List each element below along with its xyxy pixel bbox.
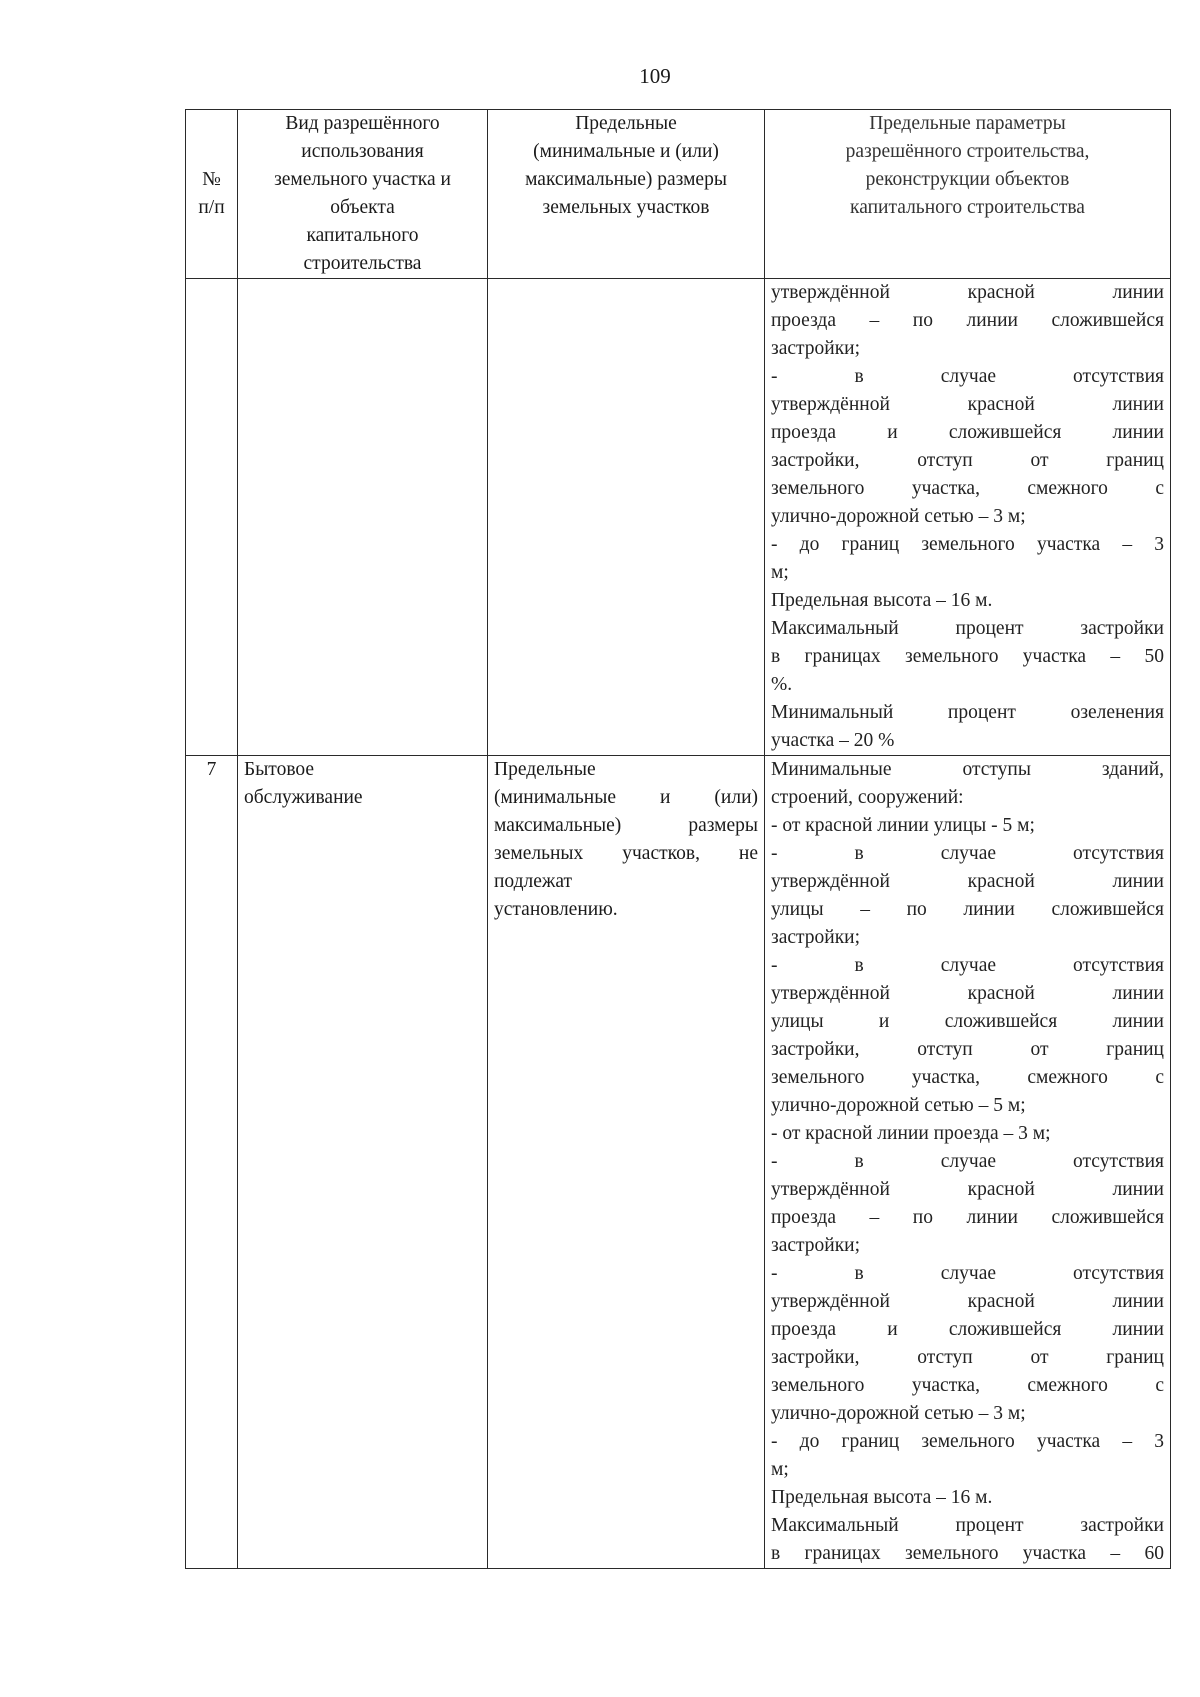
header-line: реконструкции объектов bbox=[865, 169, 1070, 190]
params-line: застройки; bbox=[771, 927, 861, 948]
header-number bbox=[186, 110, 238, 279]
header-line: Предельные параметры bbox=[869, 113, 1066, 134]
params-line: застройки, отступ от границ bbox=[771, 450, 1164, 471]
params-line: м; bbox=[771, 562, 789, 583]
params-line: земельного участка, смежного с bbox=[771, 1375, 1164, 1396]
header-line: объекта bbox=[330, 197, 395, 218]
params-line: Максимальный процент застройки bbox=[771, 618, 1164, 639]
use-type-cell bbox=[238, 279, 488, 756]
use-type-line: обслуживание bbox=[244, 787, 363, 808]
plot-sizes-line: подлежат bbox=[494, 871, 573, 892]
params-line: м; bbox=[771, 1459, 789, 1480]
params-line: - до границ земельного участка – 3 bbox=[771, 1431, 1164, 1452]
params-line: утверждённой красной линии bbox=[771, 983, 1164, 1004]
header-params bbox=[765, 110, 1171, 279]
plot-sizes-cell bbox=[488, 756, 765, 1569]
params-line: утверждённой красной линии bbox=[771, 282, 1164, 303]
params-line: - от красной линии улицы - 5 м; bbox=[771, 815, 1035, 836]
plot-sizes-cell bbox=[488, 279, 765, 756]
table-row-7 bbox=[186, 756, 1171, 1569]
table-header-row bbox=[186, 110, 1171, 279]
params-line: - в случае отсутствия bbox=[771, 1263, 1164, 1284]
plot-sizes-line: земельных участков, не bbox=[494, 843, 758, 864]
use-type-line: Бытовое bbox=[244, 759, 315, 780]
header-line: капитального строительства bbox=[850, 197, 1085, 218]
params-line: в границах земельного участка – 50 bbox=[771, 646, 1164, 667]
params-line: - в случае отсутствия bbox=[771, 843, 1164, 864]
params-cell bbox=[765, 756, 1171, 1569]
params-line: застройки, отступ от границ bbox=[771, 1347, 1164, 1368]
row-number-cell: 7 bbox=[186, 756, 238, 1569]
header-line: максимальные) размеры bbox=[525, 169, 727, 190]
params-line: улично-дорожной сетью – 5 м; bbox=[771, 1095, 1026, 1116]
page-number: 109 bbox=[639, 64, 671, 88]
params-line: утверждённой красной линии bbox=[771, 871, 1164, 892]
plot-sizes-line: установлению. bbox=[494, 899, 618, 920]
zoning-table bbox=[185, 109, 1171, 1569]
params-line: улично-дорожной сетью – 3 м; bbox=[771, 506, 1026, 527]
plot-sizes-line: максимальные) размеры bbox=[494, 815, 758, 836]
params-line: Максимальный процент застройки bbox=[771, 1515, 1164, 1536]
params-line: земельного участка, смежного с bbox=[771, 478, 1164, 499]
header-line: капитального bbox=[306, 225, 419, 246]
use-type-cell bbox=[238, 756, 488, 1569]
row-number-cell bbox=[186, 279, 238, 756]
params-line: Предельная высота – 16 м. bbox=[771, 590, 993, 611]
table-row-continuation bbox=[186, 279, 1171, 756]
params-line: земельного участка, смежного с bbox=[771, 1067, 1164, 1088]
params-line: проезда – по линии сложившейся bbox=[771, 1207, 1164, 1228]
header-line: Вид разрешённого bbox=[285, 113, 440, 134]
params-line: - в случае отсутствия bbox=[771, 955, 1164, 976]
params-cell bbox=[765, 279, 1171, 756]
header-line: № bbox=[202, 169, 221, 190]
params-line: застройки, отступ от границ bbox=[771, 1039, 1164, 1060]
params-line: %. bbox=[771, 674, 793, 695]
params-line: - в случае отсутствия bbox=[771, 366, 1164, 387]
params-line: улично-дорожной сетью – 3 м; bbox=[771, 1403, 1026, 1424]
params-line: - от красной линии проезда – 3 м; bbox=[771, 1123, 1051, 1144]
header-line: строительства bbox=[303, 253, 422, 274]
header-plot-sizes bbox=[488, 110, 765, 279]
params-line: Предельная высота – 16 м. bbox=[771, 1487, 993, 1508]
params-line: улицы – по линии сложившейся bbox=[771, 899, 1164, 920]
plot-sizes-line: Предельные bbox=[494, 759, 596, 780]
params-line: проезда – по линии сложившейся bbox=[771, 310, 1164, 331]
params-line: участка – 20 % bbox=[771, 730, 895, 751]
params-line: Минимальный процент озеленения bbox=[771, 702, 1164, 723]
header-line: п/п bbox=[198, 197, 225, 218]
params-line: - до границ земельного участка – 3 bbox=[771, 534, 1164, 555]
params-line: в границах земельного участка – 60 bbox=[771, 1543, 1164, 1564]
header-use-type bbox=[238, 110, 488, 279]
params-line: застройки; bbox=[771, 338, 861, 359]
header-line: разрешённого строительства, bbox=[845, 141, 1090, 162]
params-line: застройки; bbox=[771, 1235, 861, 1256]
plot-sizes-line: (минимальные и (или) bbox=[494, 787, 758, 808]
params-line: - в случае отсутствия bbox=[771, 1151, 1164, 1172]
params-line: утверждённой красной линии bbox=[771, 394, 1164, 415]
params-line: проезда и сложившейся линии bbox=[771, 1319, 1164, 1340]
header-line: земельного участка и bbox=[274, 169, 451, 190]
params-line: проезда и сложившейся линии bbox=[771, 422, 1164, 443]
params-line: утверждённой красной линии bbox=[771, 1291, 1164, 1312]
params-line: утверждённой красной линии bbox=[771, 1179, 1164, 1200]
header-line: земельных участков bbox=[542, 197, 710, 218]
header-line: использования bbox=[301, 141, 424, 162]
params-line: строений, сооружений: bbox=[771, 787, 964, 808]
params-line: улицы и сложившейся линии bbox=[771, 1011, 1164, 1032]
header-line: (минимальные и (или) bbox=[533, 141, 719, 162]
header-line: Предельные bbox=[575, 113, 677, 134]
params-line: Минимальные отступы зданий, bbox=[771, 759, 1164, 780]
